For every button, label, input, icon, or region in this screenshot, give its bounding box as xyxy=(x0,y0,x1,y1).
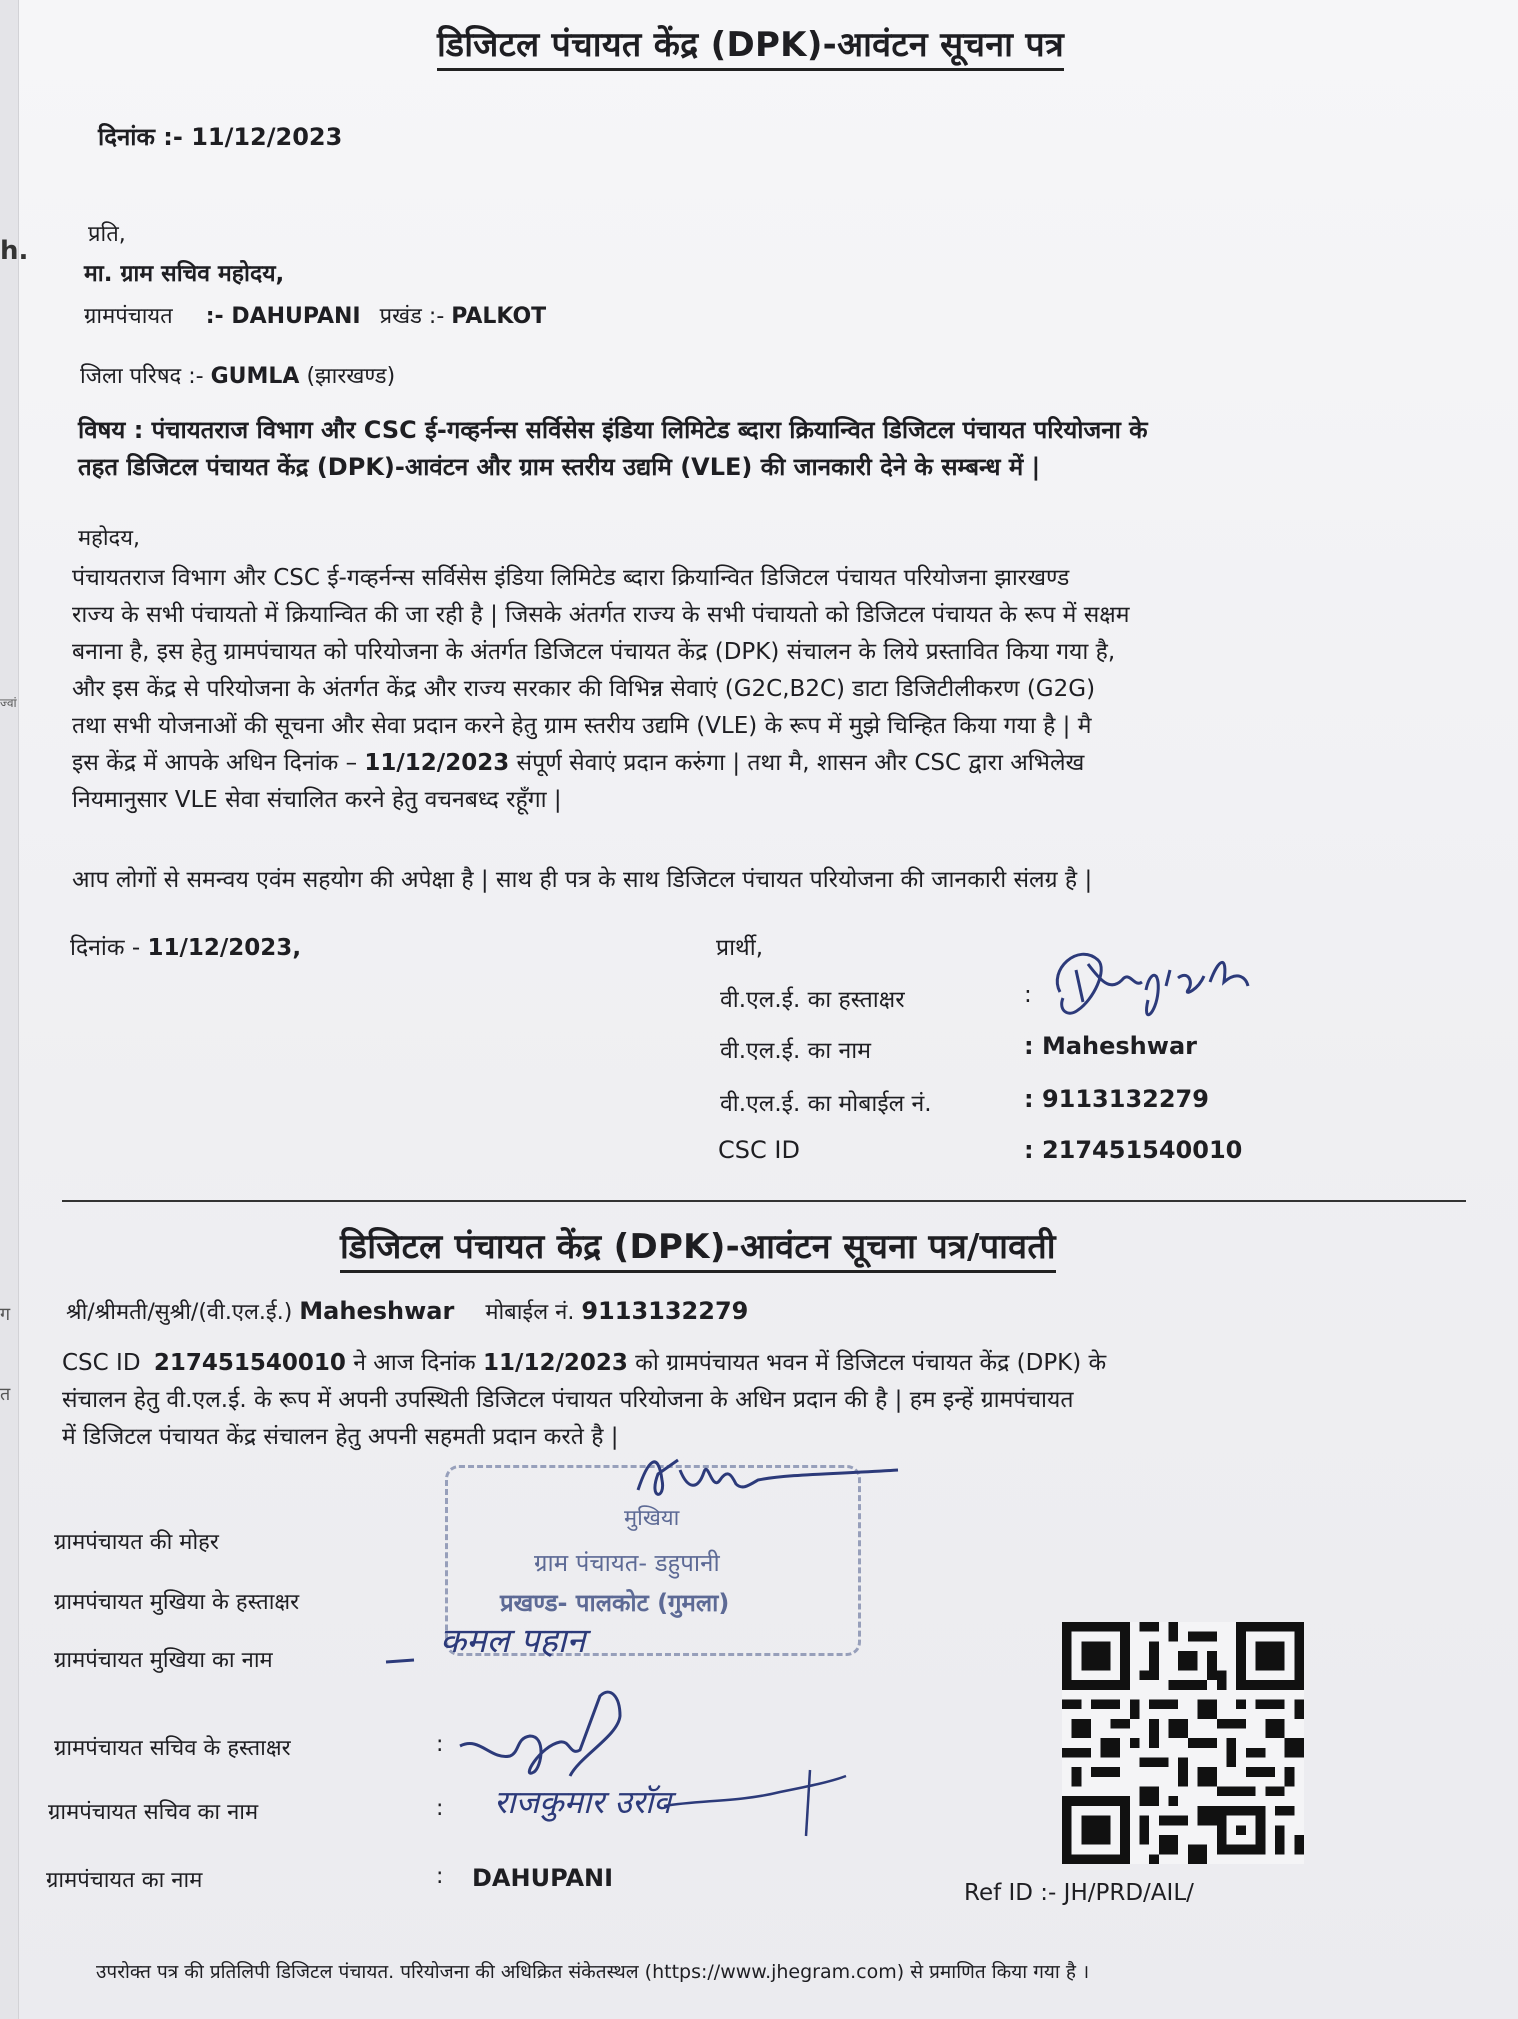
receipt-text: को ग्रामपंचायत भवन में डिजिटल पंचायत केंद्र (DPK) के xyxy=(635,1350,1107,1376)
district-value: GUMLA xyxy=(210,364,300,389)
body-line: तथा सभी योजनाओं की सूचना और सेवा प्रदान करने हेतु ग्राम स्तरीय उद्यमि (VLE) के रूप में मुझे चिन्हित किया गया है | मै xyxy=(72,713,1092,739)
vle-mobile-value: : 9113132279 xyxy=(1024,1085,1209,1113)
closing-line: आप लोगों से समन्वय एवंम सहयोग की अपेक्षा है | साथ ही पत्र के साथ डिजिटल पंचायत परियोजना की जानकारी संलग्र है | xyxy=(72,867,1093,893)
gram-panchayat-label xyxy=(84,300,546,330)
applicant-label: प्रार्थी, xyxy=(716,935,764,961)
edge-mark: ग xyxy=(0,1304,11,1325)
mukhiya-sign-label: ग्रामपंचायत मुखिया के हस्ताक्षर xyxy=(54,1590,300,1615)
vle-signature xyxy=(1038,930,1268,1040)
body-line: बनाना है, इस हेतु ग्रामपंचायत को परियोजना के अंतर्गत डिजिटल पंचायत केंद्र (DPK) संचालन के लिये प्रस्तावित किया गया है, xyxy=(72,639,1116,665)
csc-id-value: : 217451540010 xyxy=(1024,1136,1243,1164)
ref-id: Ref ID :- JH/PRD/AIL/ xyxy=(964,1880,1194,1906)
sign-date xyxy=(70,930,301,962)
receipt-csc-id: 217451540010 xyxy=(153,1350,346,1376)
edge-mark: त xyxy=(0,1384,11,1405)
salutation: महोदय, xyxy=(78,526,140,551)
edge-mark: h. xyxy=(0,236,29,266)
vle-name-label: वी.एल.ई. का नाम xyxy=(720,1038,872,1064)
body-text: इस केंद्र में आपके अधिन दिनांक – xyxy=(72,750,358,776)
addressee: मा. ग्राम सचिव महोदय, xyxy=(84,261,285,287)
body-line: और इस केंद्र से परियोजना के अंतर्गत केंद्र और राज्य सरकार की विभिन्न सेवाएं (G2C,B2C) डाटा डिजिटीलीकरण (G2G) xyxy=(72,676,1096,702)
mukhiya-name-handwritten: कमल पहान xyxy=(440,1621,586,1661)
footer-note: उपरोक्त पत्र की प्रतिलिपी डिजिटल पंचायत. परियोजना की अधिक्रित संकेतस्थल (https://www.jhegram.com) से प्रमाणित किया गया है । xyxy=(96,1961,1090,1983)
letter-body xyxy=(72,560,1130,819)
block-value: PALKOT xyxy=(451,304,547,329)
subject-line: तहत डिजिटल पंचायत केंद्र (DPK)-आवंटन और ग्राम स्तरीय उद्यमि (VLE) की जानकारी देने के सम्बन्ध में | xyxy=(78,453,1041,481)
receipt-line: संचालन हेतु वी.एल.ई. के रूप में अपनी उपस्थिती डिजिटल पंचायत परियोजना के अधिन प्रदान की है | हम इन्हें ग्रामपंचायत xyxy=(62,1387,1074,1413)
receipt-body xyxy=(62,1345,1106,1456)
receipt-line xyxy=(62,1345,1106,1382)
block-label: प्रखंड :- xyxy=(379,304,445,329)
sachiv-name-underline xyxy=(660,1746,850,1846)
section-divider xyxy=(62,1200,1466,1202)
district-line xyxy=(80,360,395,390)
edge-mark: ज्वां xyxy=(0,696,17,710)
csc-id-label: CSC ID xyxy=(718,1136,800,1164)
body-text: संपूर्ण सेवाएं प्रदान करुंगा | तथा मै, शासन और CSC द्वारा अभिलेख xyxy=(516,750,1085,776)
body-line: नियमानुसार VLE सेवा संचालित करने हेतु वचनबध्द रहूँगा | xyxy=(72,787,562,813)
sachiv-name-label: ग्रामपंचायत सचिव का नाम xyxy=(48,1800,259,1825)
sachiv-name-handwritten: राजकुमार उरॉव xyxy=(494,1783,672,1821)
gp-seal-label: ग्रामपंचायत की मोहर xyxy=(54,1530,219,1555)
honorific: श्री/श्रीमती/सुश्री/(वी.एल.ई.) xyxy=(66,1300,293,1325)
receipt-vle-name: Maheshwar xyxy=(299,1297,455,1325)
body-date: 11/12/2023 xyxy=(364,750,510,776)
dash-mark xyxy=(384,1652,418,1668)
stamp-text: प्रखण्ड- पालकोट (गुमला) xyxy=(500,1589,730,1617)
colon: : xyxy=(436,1864,444,1889)
gp-name-value: DAHUPANI xyxy=(472,1864,614,1892)
sachiv-sign-label: ग्रामपंचायत सचिव के हस्ताक्षर xyxy=(54,1736,291,1761)
district-label: जिला परिषद :- xyxy=(80,364,204,389)
vle-name-value: : Maheshwar xyxy=(1024,1032,1197,1060)
receipt-text: ने आज दिनांक xyxy=(353,1350,476,1376)
receipt-title: डिजिटल पंचायत केंद्र (DPK)-आवंटन सूचना पत्र/पावती xyxy=(340,1222,1056,1273)
mobile-label: मोबाईल नं. xyxy=(485,1300,575,1325)
subject xyxy=(78,412,1148,486)
letter-title: डिजिटल पंचायत केंद्र (DPK)-आवंटन सूचना पत्र xyxy=(437,20,1064,71)
body-line xyxy=(72,745,1130,782)
mukhiya-name-label: ग्रामपंचायत मुखिया का नाम xyxy=(54,1648,273,1673)
stamp-text: मुखिया xyxy=(624,1506,680,1531)
receipt-mobile: 9113132279 xyxy=(581,1297,749,1325)
vle-mobile-label: वी.एल.ई. का मोबाईल नं. xyxy=(720,1091,932,1117)
gp-value: :- DAHUPANI xyxy=(205,304,361,329)
sachiv-signature xyxy=(450,1676,650,1796)
receipt-vle-line xyxy=(66,1296,748,1326)
vle-sign-colon: : xyxy=(1024,982,1032,1008)
gp-name-label: ग्रामपंचायत का नाम xyxy=(46,1868,203,1893)
district-state: (झारखण्ड) xyxy=(306,364,396,389)
colon: : xyxy=(436,1796,444,1821)
sign-date-value: 11/12/2023, xyxy=(147,935,302,961)
qr-code xyxy=(1062,1622,1304,1864)
mukhiya-signature xyxy=(618,1440,908,1520)
vle-sign-label: वी.एल.ई. का हस्ताक्षर xyxy=(720,987,905,1013)
gp-label: ग्रामपंचायत xyxy=(84,304,173,329)
stamp-text: ग्राम पंचायत- डहुपानी xyxy=(534,1549,720,1577)
sign-date-label: दिनांक - xyxy=(70,935,141,961)
subject-line: विषय : पंचायतराज विभाग और CSC ई-गव्हर्नन्स सर्विसेस इंडिया लिमिटेड ब्दारा क्रियान्वित डिजिटल पंचायत परियोजना के xyxy=(78,416,1148,444)
csc-id-prefix: CSC ID xyxy=(62,1350,141,1376)
receipt-line: में डिजिटल पंचायत केंद्र संचालन हेतु अपनी सहमती प्रदान करते है | xyxy=(62,1424,619,1450)
body-line: पंचायतराज विभाग और CSC ई-गव्हर्नन्स सर्विसेस इंडिया लिमिटेड ब्दारा क्रियान्वित डिजिटल पंचायत परियोजना झारखण्ड xyxy=(72,565,1070,591)
colon: : xyxy=(436,1732,444,1757)
body-line: राज्य के सभी पंचायतो में क्रियान्वित की जा रही है | जिसके अंतर्गत राज्य के सभी पंचायतो को डिजिटल पंचायत के रूप में सक्षम xyxy=(72,602,1130,628)
receipt-date: 11/12/2023 xyxy=(483,1350,628,1376)
letter-date: दिनांक :- 11/12/2023 xyxy=(98,123,343,151)
to-label: प्रति, xyxy=(88,222,126,247)
adjacent-page-edge xyxy=(0,0,19,2019)
